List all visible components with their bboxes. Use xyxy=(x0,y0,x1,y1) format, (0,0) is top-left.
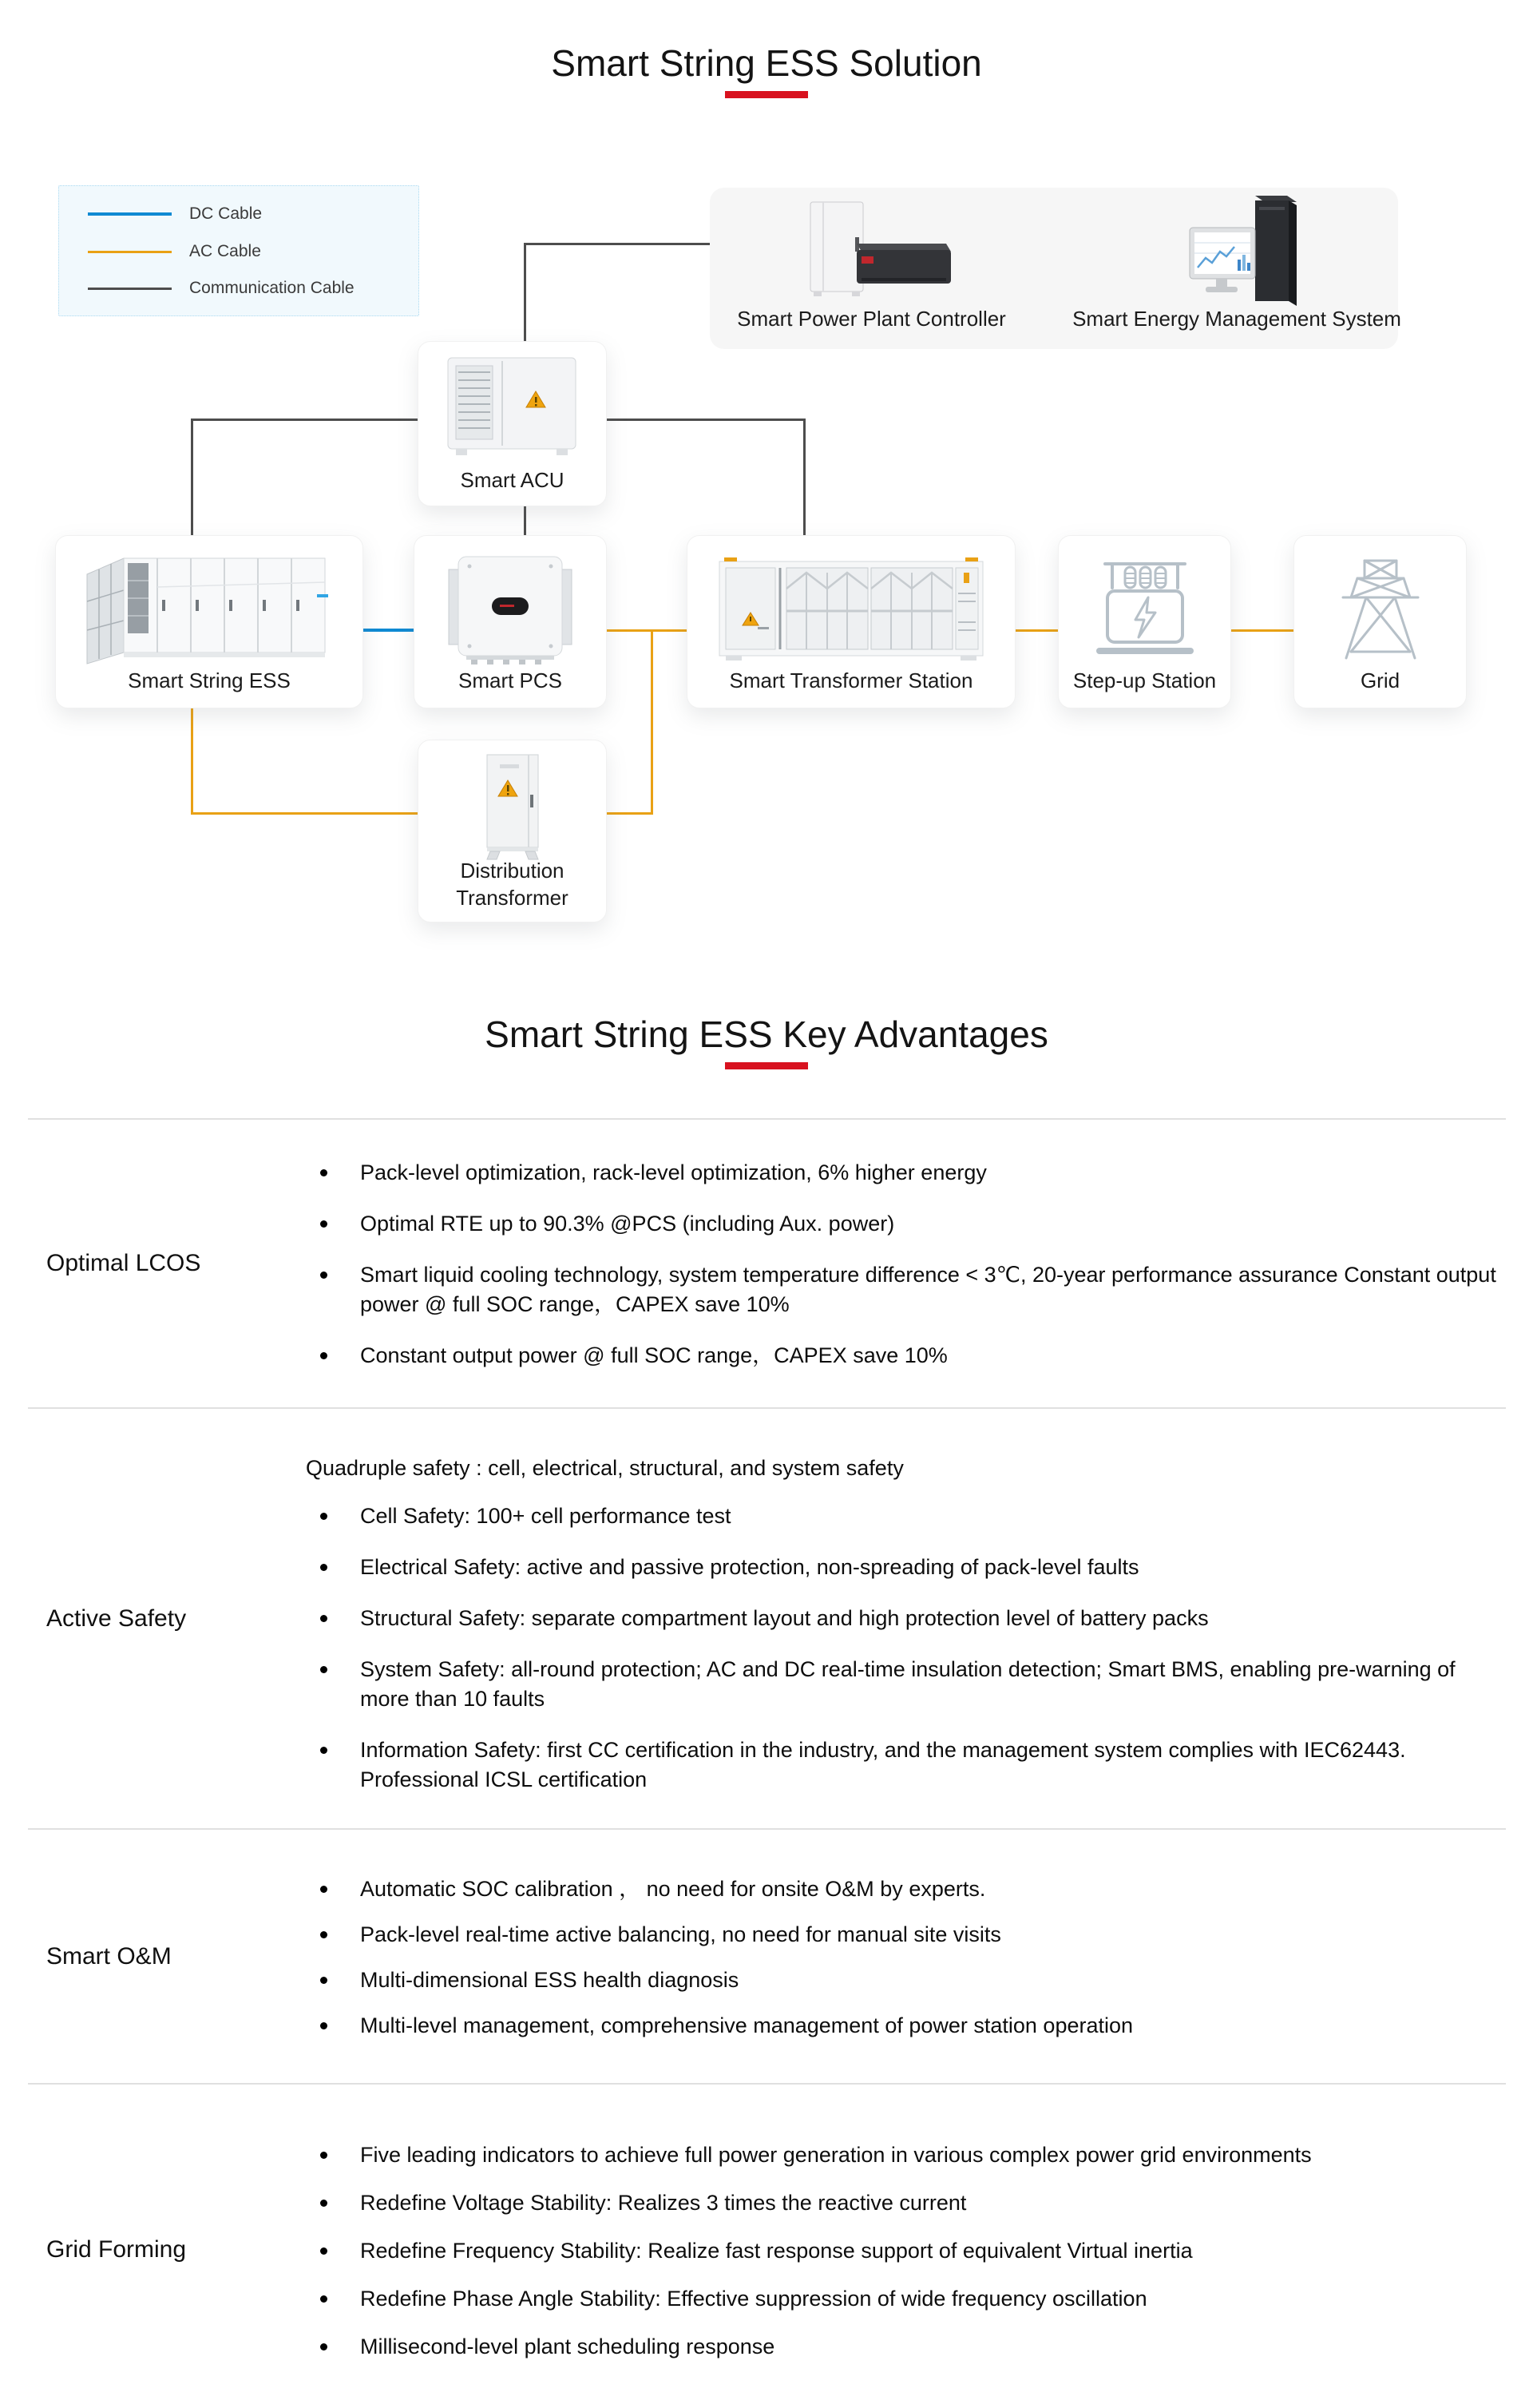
ac-cable-swatch xyxy=(88,251,172,253)
bullet-item: Redefine Frequency Stability: Realize fast response support of equivalent Virtual inertia xyxy=(306,2236,1498,2266)
dc-cable-ess-to-pcs xyxy=(361,629,414,632)
management-panel xyxy=(710,188,1401,349)
ac-cable-dist-right xyxy=(604,812,653,815)
smart-string-ess-card xyxy=(55,535,363,708)
grid-card xyxy=(1293,535,1467,708)
dc-cable-swatch xyxy=(88,212,172,216)
legend-label: DC Cable xyxy=(189,204,263,223)
node-label: Step-up Station xyxy=(1072,668,1217,693)
comm-cable-ess-down xyxy=(191,419,193,536)
smart-power-plant-controller-image xyxy=(782,197,957,309)
bullet-item: Pack-level real-time active balancing, no need for manual site visits xyxy=(306,1920,1498,1950)
section-label: Active Safety xyxy=(46,1605,187,1632)
advantages-title-wrap xyxy=(0,982,1533,1118)
key-advantages-section xyxy=(0,982,1533,2408)
bullet-list xyxy=(306,1502,1498,1816)
bullet-item: Multi-dimensional ESS health diagnosis xyxy=(306,1966,1498,1995)
legend-item-ac xyxy=(88,242,261,261)
smart-string-ess-image xyxy=(77,550,341,670)
ac-cable-stepup-to-grid xyxy=(1229,629,1294,632)
solution-diagram xyxy=(0,0,1533,982)
bullet-item: Redefine Phase Angle Stability: Effective suppression of wide frequency oscillation xyxy=(306,2284,1498,2314)
advantages-title: Smart String ESS Key Advantages xyxy=(485,1014,1048,1055)
smart-transformer-station-image xyxy=(711,552,991,668)
bullet-item: Cell Safety: 100+ cell performance test xyxy=(306,1502,1498,1531)
section-label: Optimal LCOS xyxy=(46,1250,201,1276)
bullet-list xyxy=(306,1158,1498,1392)
bullet-item: Structural Safety: separate compartment layout and high protection level of battery packs xyxy=(306,1604,1498,1633)
section-grid-forming xyxy=(28,2083,1506,2408)
bullet-item: Automatic SOC calibration ， no need for onsite O&M by experts. xyxy=(306,1874,1498,1904)
node-label: Smart PCS xyxy=(458,668,563,693)
legend-item-dc xyxy=(88,204,262,224)
smart-acu-image xyxy=(438,353,586,461)
section-optimal-lcos xyxy=(28,1118,1506,1407)
communication-cable-swatch xyxy=(88,288,172,290)
ac-cable-branch-down xyxy=(651,629,653,815)
legend-label: AC Cable xyxy=(189,242,261,260)
legend-label: Communication Cable xyxy=(189,279,355,297)
bullet-item: Millisecond-level plant scheduling response xyxy=(306,2332,1498,2362)
comm-cable-acu-to-sts xyxy=(604,419,805,421)
bullet-item: System Safety: all-round protection; AC and DC real-time insulation detection; Smart BMS, enabling pre-warning of more than 10 faults xyxy=(306,1655,1498,1714)
ac-cable-pcs-to-sts xyxy=(604,629,687,632)
section-active-safety xyxy=(28,1407,1506,1828)
distribution-transformer-image xyxy=(465,750,561,862)
section-label: Smart O&M xyxy=(46,1942,172,1970)
smart-pcs-card xyxy=(414,535,607,708)
smart-pcs-image xyxy=(442,550,578,670)
node-label: Smart Energy Management System xyxy=(1072,307,1401,331)
comm-cable-acu-up xyxy=(524,243,526,342)
bullet-item: Multi-level management, comprehensive management of power station operation xyxy=(306,2011,1498,2041)
legend-item-communication xyxy=(88,279,355,298)
ac-cable-dist-left xyxy=(191,812,418,815)
distribution-transformer-card xyxy=(418,740,607,922)
bullet-list xyxy=(306,1874,1498,2057)
bullet-item: Redefine Voltage Stability: Realizes 3 times the reactive current xyxy=(306,2188,1498,2218)
bullet-item: Information Safety: first CC certification in the industry, and the management system complies with IEC62443. Professional ICSL certification xyxy=(306,1736,1498,1795)
cable-legend xyxy=(58,185,419,316)
bullet-item: Electrical Safety: active and passive protection, non-spreading of pack-level faults xyxy=(306,1553,1498,1582)
smart-transformer-station-card xyxy=(687,535,1016,708)
step-up-station-icon xyxy=(1085,548,1205,668)
section-intro: Quadruple safety : cell, electrical, structural, and system safety xyxy=(306,1456,904,1480)
bullet-item: Constant output power @ full SOC range，CAPEX save 10% xyxy=(306,1341,1498,1371)
diagram-title: Smart String ESS Solution xyxy=(551,42,982,84)
bullet-list xyxy=(306,2140,1498,2380)
bullet-item: Five leading indicators to achieve full power generation in various complex power grid environments xyxy=(306,2140,1498,2170)
comm-cable-acu-to-ess xyxy=(191,419,418,421)
section-label: Grid Forming xyxy=(46,2235,187,2263)
comm-cable-acu-to-pcs xyxy=(524,503,526,537)
bullet-item: Optimal RTE up to 90.3% @PCS (including Aux. power) xyxy=(306,1209,1498,1239)
node-label: Grid xyxy=(1360,668,1400,693)
smart-energy-management-system-image xyxy=(1161,194,1321,314)
node-label: Smart String ESS xyxy=(128,668,291,693)
ac-cable-sts-to-stepup xyxy=(1013,629,1059,632)
title-underline xyxy=(725,91,808,98)
comm-cable-sts-down xyxy=(803,419,806,536)
grid-icon xyxy=(1321,548,1440,668)
advantages-title-underline xyxy=(725,1062,808,1069)
section-smart-om xyxy=(28,1828,1506,2083)
comm-cable-acu-to-controllers xyxy=(525,243,710,245)
node-label: Smart ACU xyxy=(460,468,564,493)
smart-acu-card xyxy=(418,341,607,506)
node-label: Smart Power Plant Controller xyxy=(737,307,1006,331)
node-label: Smart Transformer Station xyxy=(729,668,973,693)
bullet-item: Smart liquid cooling technology, system temperature difference < 3℃, 20-year performance assurance Constant output power @ full SOC range，CAPEX save 10% xyxy=(306,1260,1498,1319)
bullet-item: Pack-level optimization, rack-level optimization, 6% higher energy xyxy=(306,1158,1498,1188)
step-up-station-card xyxy=(1058,535,1231,708)
ac-cable-ess-down xyxy=(191,706,193,815)
node-label: Distribution Transformer xyxy=(456,859,568,910)
